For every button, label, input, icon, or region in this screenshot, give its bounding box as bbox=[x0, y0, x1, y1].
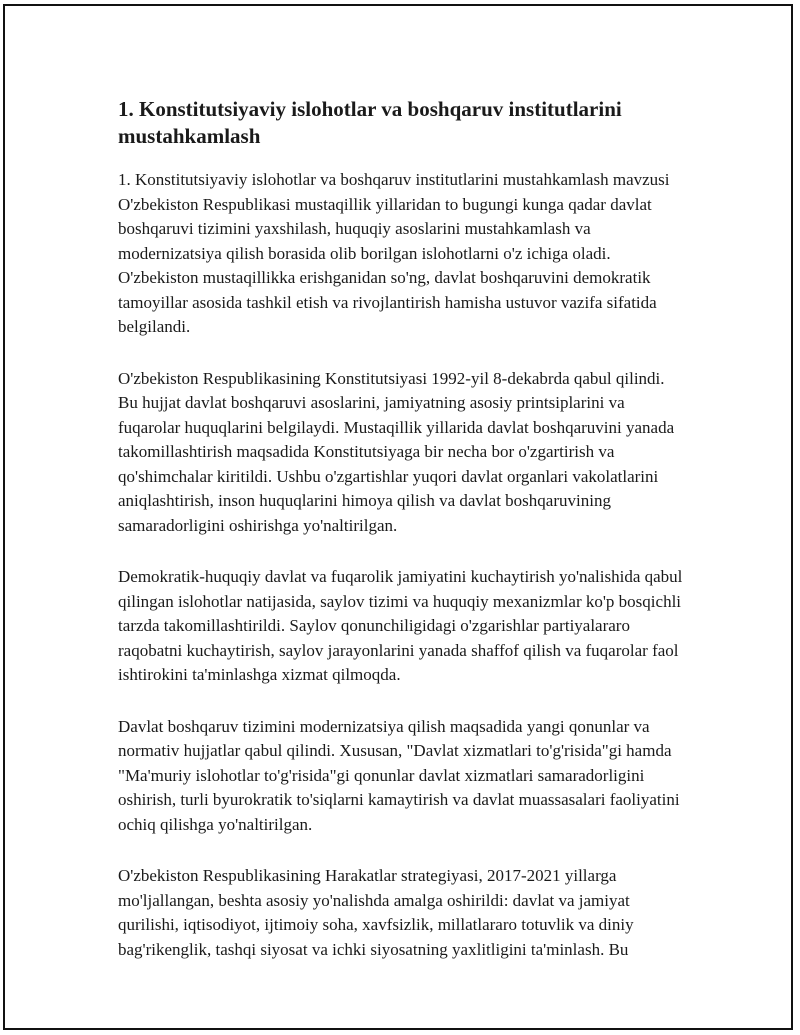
paragraph-5: O'zbekiston Respublikasining Harakatlar strategiyasi, 2017-2021 yillarga mo'ljallangan, beshta asosiy yo'nalishda amalga oshirildi: davlat va jamiyat qurilishi, iqtisodiyot, ijtimoiy soha, xavfsizlik, millatlararo totuvlik va diniy bag'rikenglik, tashqi siyosat va ichki siyosatning yaxlitligini ta'minlash. Bu bbox=[118, 866, 634, 959]
paragraph-1: 1. Konstitutsiyaviy islohotlar va boshqaruv institutlarini mustahkamlash mavzusi O'zbekiston Respublikasi mustaqillik yillaridan to bugungi kunga qadar davlat boshqaruvi tizimini yaxshilash, huquqiy asoslarini mustahkamlash va modernizatsiya qilish borasida olib borilgan islohotlarni o'z ichiga oladi. O'zbekiston mustaqillikka erishganidan so'ng, davlat boshqaruvini demokratik tamoyillar asosida tashkil etish va rivojlantirish hamisha ustuvor vazifa sifatida belgilandi. bbox=[118, 170, 670, 336]
paragraph-3: Demokratik-huquqiy davlat va fuqarolik jamiyatini kuchaytirish yo'nalishida qabul qilingan islohotlar natijasida, saylov tizimi va huquqiy mexanizmlar ko'p bosqichli tarzda takomillashtirildi. Saylov qonunchiligidagi o'zgarishlar partiyalararo raqobatni kuchaytirish, saylov jarayonlarini yanada shaffof qilish va fuqarolar faol ishtirokini ta'minlashga xizmat qilmoqda. bbox=[118, 567, 683, 684]
document-body bbox=[118, 96, 684, 989]
paragraph-2: O'zbekiston Respublikasining Konstitutsiyasi 1992-yil 8-dekabrda qabul qilindi. Bu hujjat davlat boshqaruvi asoslarini, jamiyatning asosiy printsiplarini va fuqarolar huquqlarini belgilaydi. Mustaqillik yillarida davlat boshqaruvini yanada takomillashtirish maqsadida Konstitutsiyaga bir necha bor o'zgartirish va qo'shimchalar kiritildi. Ushbu o'zgartishlar yuqori davlat organlari vakolatlarini aniqlashtirish, inson huquqlarini himoya qilish va davlat boshqaruvining samaradorligini oshirishga yo'naltirilgan. bbox=[118, 368, 675, 535]
paragraph-4: Davlat boshqaruv tizimini modernizatsiya qilish maqsadida yangi qonunlar va normativ hujjatlar qabul qilindi. Xususan, "Davlat xizmatlari to'g'risida"gi hamda "Ma'muriy islohotlar to'g'risida"gi qonunlar davlat xizmatlari samaradorligini oshirish, turli byurokratik to'siqlarni kamaytirish va davlat muassasalari faoliyatini ochiq qilishga yo'naltirilgan. bbox=[118, 716, 680, 834]
document-title: 1. Konstitutsiyaviy islohotlar va boshqaruv institutlarini mustahkamlash bbox=[118, 97, 622, 148]
